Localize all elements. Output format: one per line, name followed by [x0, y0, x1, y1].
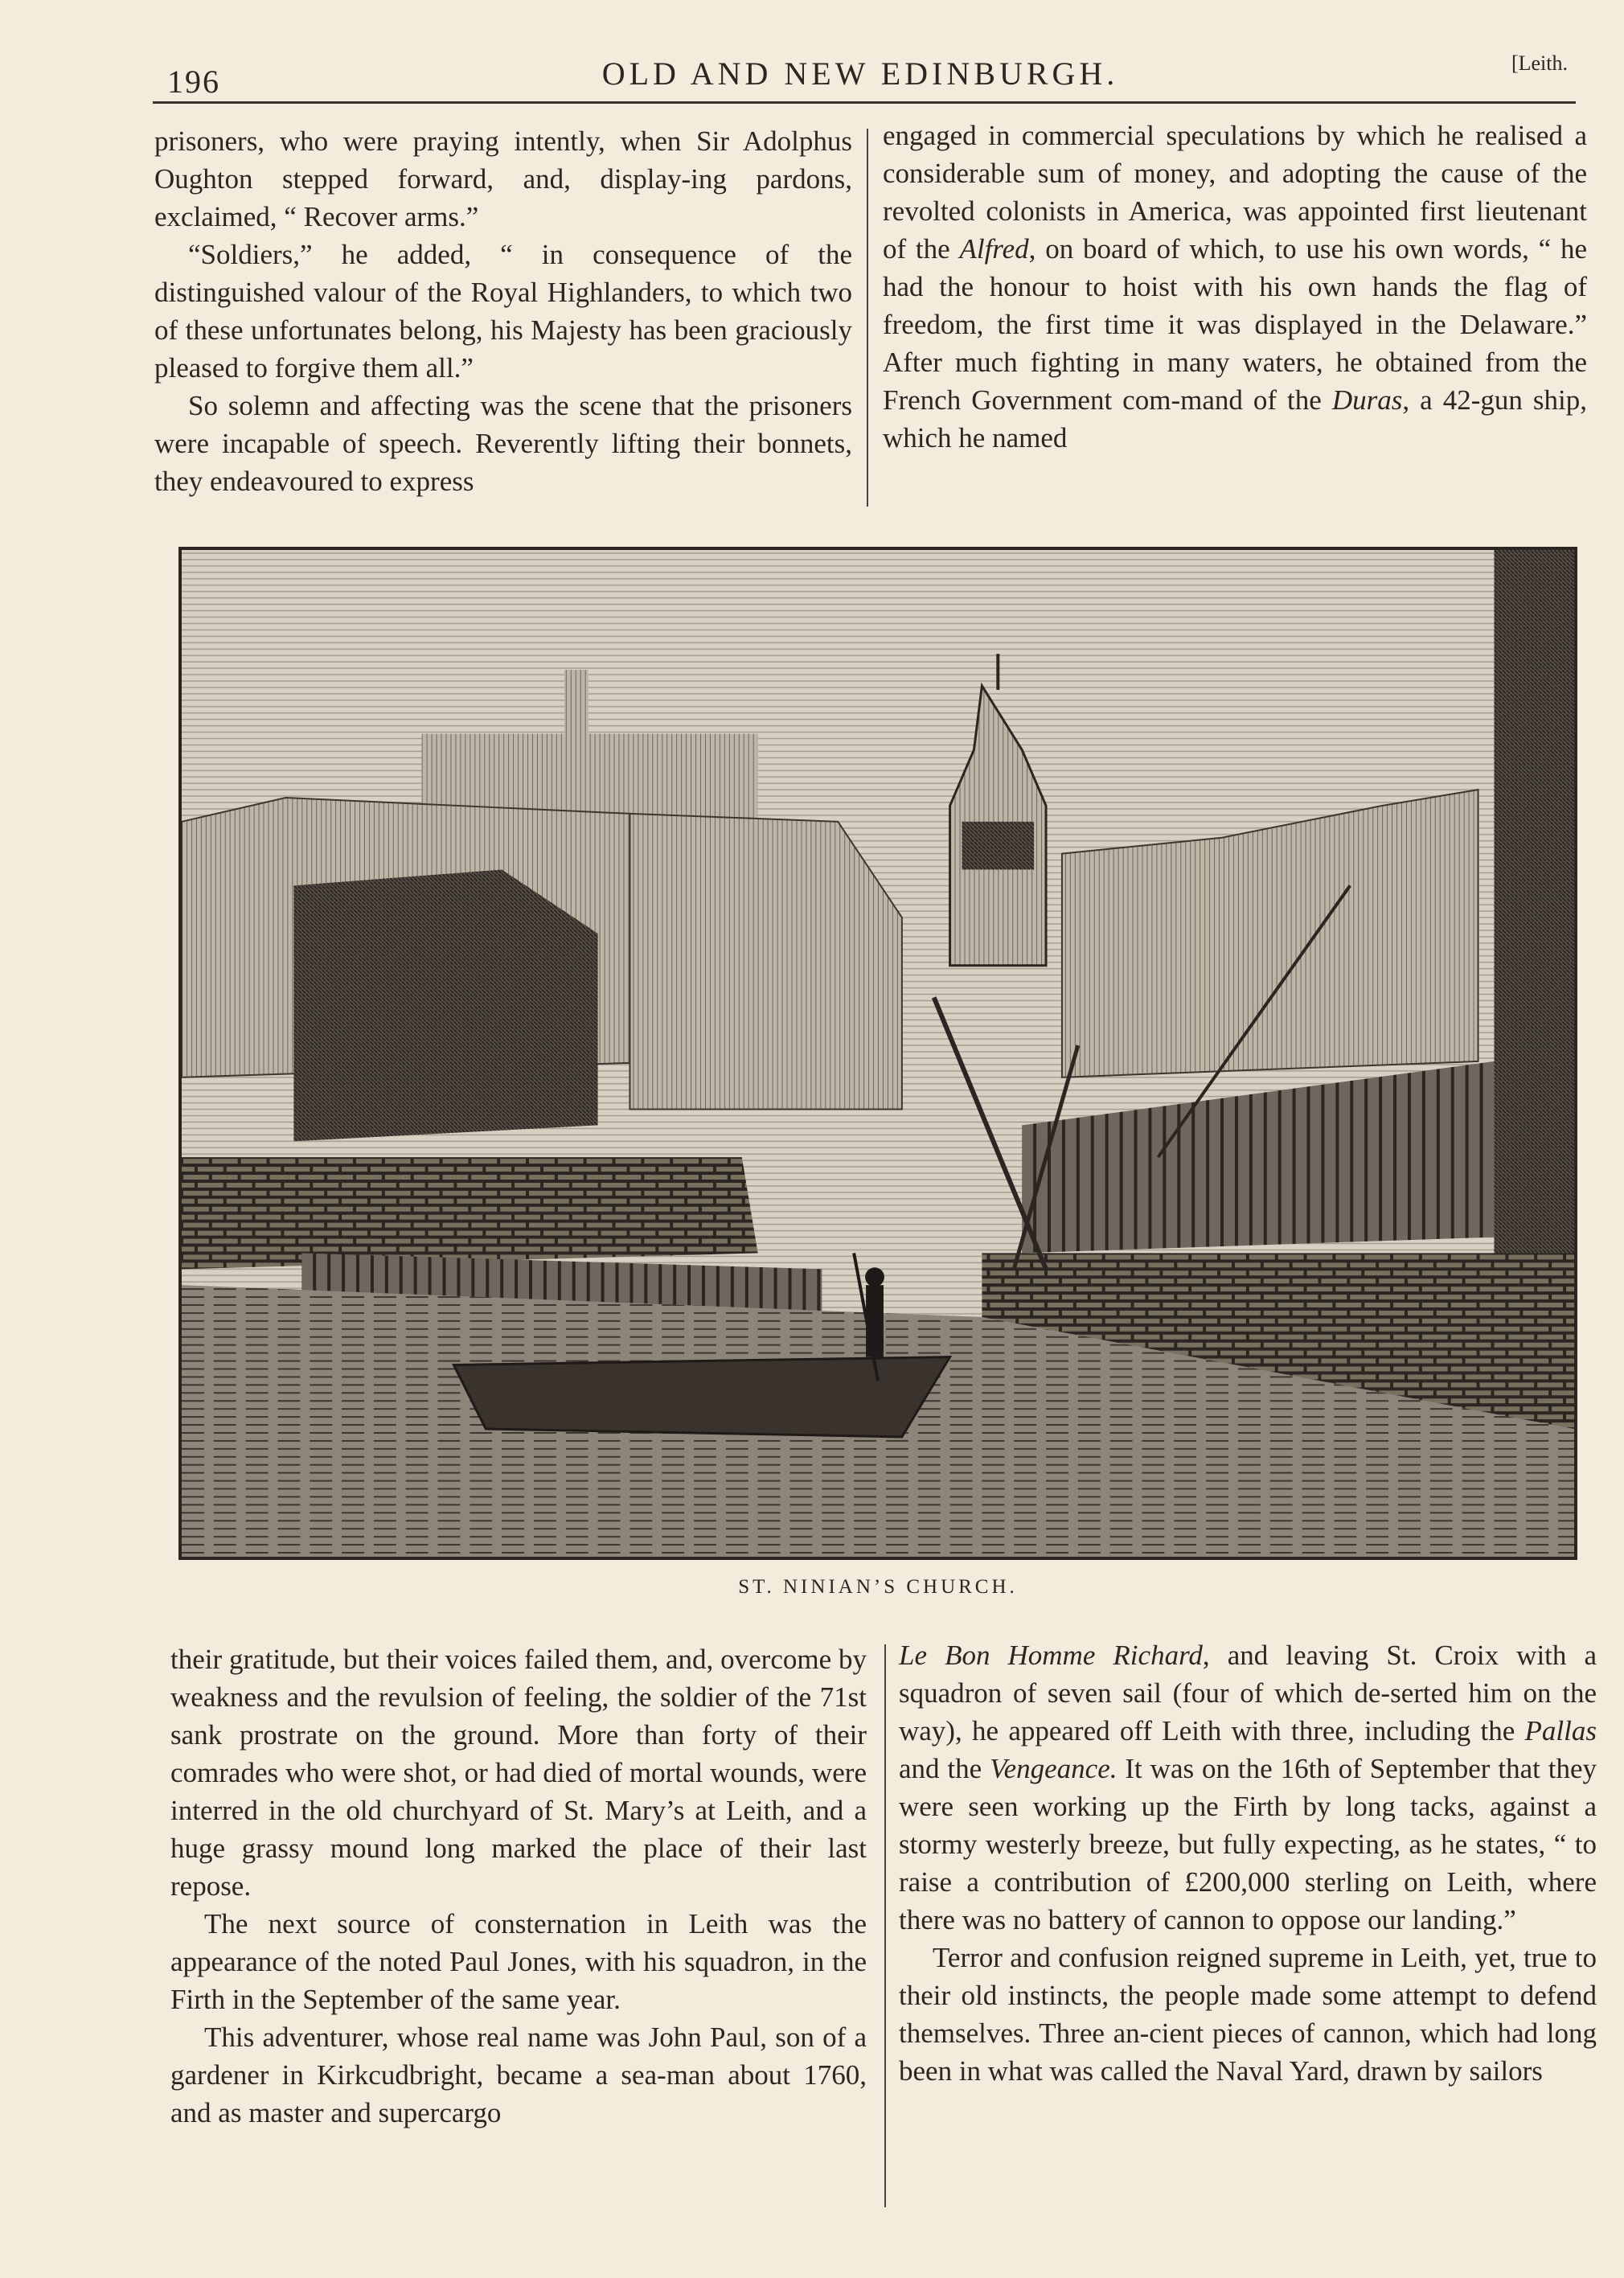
text-run: and the: [899, 1753, 990, 1784]
text-run: , on board of which, to use his own words, “ he had the honour to hoist with his own hands the flag of freedom, the first time it was displayed in the Delaware.” After much fighting in many waters, he obtained from the French Government com-mand of the: [883, 233, 1587, 416]
bottom-left-column: [170, 1640, 867, 2132]
engraving-illustration: [178, 547, 1577, 1560]
ship-name: Vengeance.: [990, 1753, 1118, 1784]
running-section: [Leith.: [1511, 51, 1568, 75]
header-rule: [153, 101, 1576, 104]
text-run: It was on the 16th of September that they were seen working up the Firth by long tacks, against a stormy westerly breeze, but fully expecting, as he states, “ to raise a contribution of £200,000 sterling on Leith, where there was no battery of cannon to oppose our landing.”: [899, 1753, 1597, 1935]
paragraph: [899, 1636, 1597, 1939]
paragraph: [883, 117, 1587, 457]
text-run: engaged in commercial speculations by which he realised a considerable sum of money, and adopting the cause of the revolted colonists in America, was appointed first lieutenant of the: [883, 120, 1587, 265]
top-left-column: [154, 122, 852, 500]
paragraph: prisoners, who were praying intently, when Sir Adolphus Oughton stepped forward, and, display-ing pardons, exclaimed, “ Recover arms.”: [154, 125, 852, 232]
text-run: , and leaving St. Croix with a squadron of seven sail (four of which de-serted him on the way), he appeared off Leith with three, including the: [899, 1640, 1597, 1746]
ship-name: Alfred: [959, 233, 1029, 265]
page-number: 196: [167, 64, 220, 100]
running-title: OLD AND NEW EDINBURGH.: [601, 55, 1119, 92]
paragraph: This adventurer, whose real name was John Paul, son of a gardener in Kirkcudbright, became a sea-man about 1760, and as master and supercargo: [170, 2021, 867, 2128]
bottom-right-column: [899, 1636, 1597, 2090]
harbour-engraving: [182, 550, 1574, 1557]
figure-caption: ST. NINIAN’S CHURCH.: [738, 1576, 1018, 1598]
top-right-column: [883, 117, 1587, 457]
paragraph: “Soldiers,” he added, “ in consequence of the distinguished valour of the Royal Highlanders, to which two of these unfortunates belong, his Majesty has been graciously pleased to forgive them all.”: [154, 239, 852, 384]
page-header: [153, 48, 1568, 105]
column-divider: [867, 129, 868, 507]
paragraph: So solemn and affecting was the scene that the prisoners were incapable of speech. Reverently lifting their bonnets, they endeavoured to express: [154, 390, 852, 497]
text-run: , a 42-gun ship, which he named: [883, 384, 1587, 454]
ship-name: Pallas: [1524, 1715, 1597, 1746]
paragraph: Terror and confusion reigned supreme in Leith, yet, true to their old instincts, the people made some attempt to defend themselves. Three an-cient pieces of cannon, which had long been in what was called the Naval Yard, drawn by sailors: [899, 1942, 1597, 2087]
paragraph: their gratitude, but their voices failed them, and, overcome by weakness and the revulsion of feeling, the soldier of the 71st sank prostrate on the ground. More than forty of their comrades who were shot, or had died of mortal wounds, were interred in the old churchyard of St. Mary’s at Leith, and a huge grassy mound long marked the place of their last repose.: [170, 1644, 867, 1902]
paragraph: The next source of consternation in Leith was the appearance of the noted Paul Jones, with his squadron, in the Firth in the September of the same year.: [170, 1908, 867, 2015]
column-divider: [884, 1644, 886, 2207]
ship-name: Le Bon Homme Richard: [899, 1640, 1203, 1671]
ship-name: Duras: [1331, 384, 1403, 416]
